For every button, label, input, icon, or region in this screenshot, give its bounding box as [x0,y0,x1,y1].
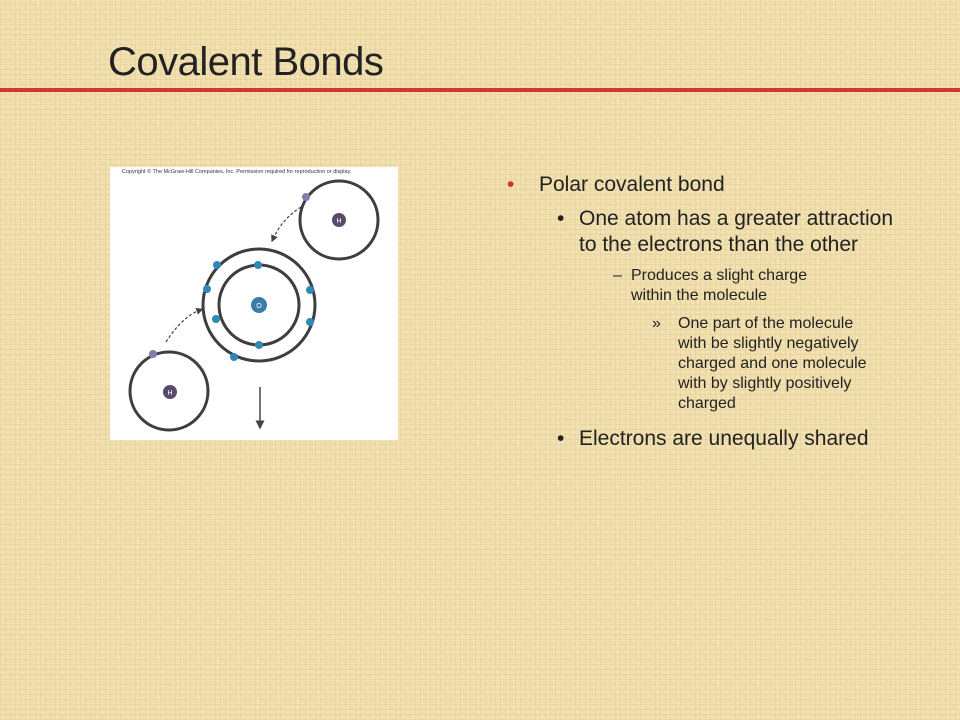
bullet-text: One atom has a greater attraction to the electrons than the other [579,207,894,256]
bullet-text: Produces a slight charge within the molecule [631,267,808,304]
bullet-marker: • [507,173,515,196]
hydrogen-bottom-electron [149,350,157,358]
electron [254,261,262,269]
electron [255,341,263,349]
oxygen-label: O [256,303,262,310]
bullet-text: Electrons are unequally shared [579,427,869,450]
electron-shift-arrow-bottom [166,310,200,342]
bullet-marker: – [613,267,622,284]
electron [306,318,314,326]
electron [213,261,221,269]
electron [212,315,220,323]
electron-shift-arrow-top [273,207,301,239]
title-underline [0,88,960,92]
bullet-polar-covalent [507,172,927,198]
bullet-text: Polar covalent bond [539,173,725,196]
bullet-slight-charge [613,266,821,306]
electron [230,353,238,361]
bullet-marker: • [557,207,565,230]
hydrogen-top-electron [302,193,310,201]
bullet-marker: • [557,427,565,450]
bullet-unequally-shared [557,426,899,452]
hydrogen-bottom-label: H [167,390,173,397]
bullet-greater-attraction [557,206,899,258]
polar-bond-diagram [110,167,398,440]
hydrogen-top-label: H [336,218,342,225]
bullet-marker: » [652,315,661,332]
water-molecule-figure [110,167,398,440]
electron [203,285,211,293]
bullet-content [507,172,927,460]
figure-copyright: Copyright © The McGraw-Hill Companies, Inc. Permission required for reproduction or display. [122,169,352,175]
slide-title: Covalent Bonds [108,40,384,84]
bullet-text: One part of the molecule with be slightly negatively charged and one molecule with by slightly positively charged [678,315,867,412]
electron [306,286,314,294]
bullet-one-part [652,314,878,414]
